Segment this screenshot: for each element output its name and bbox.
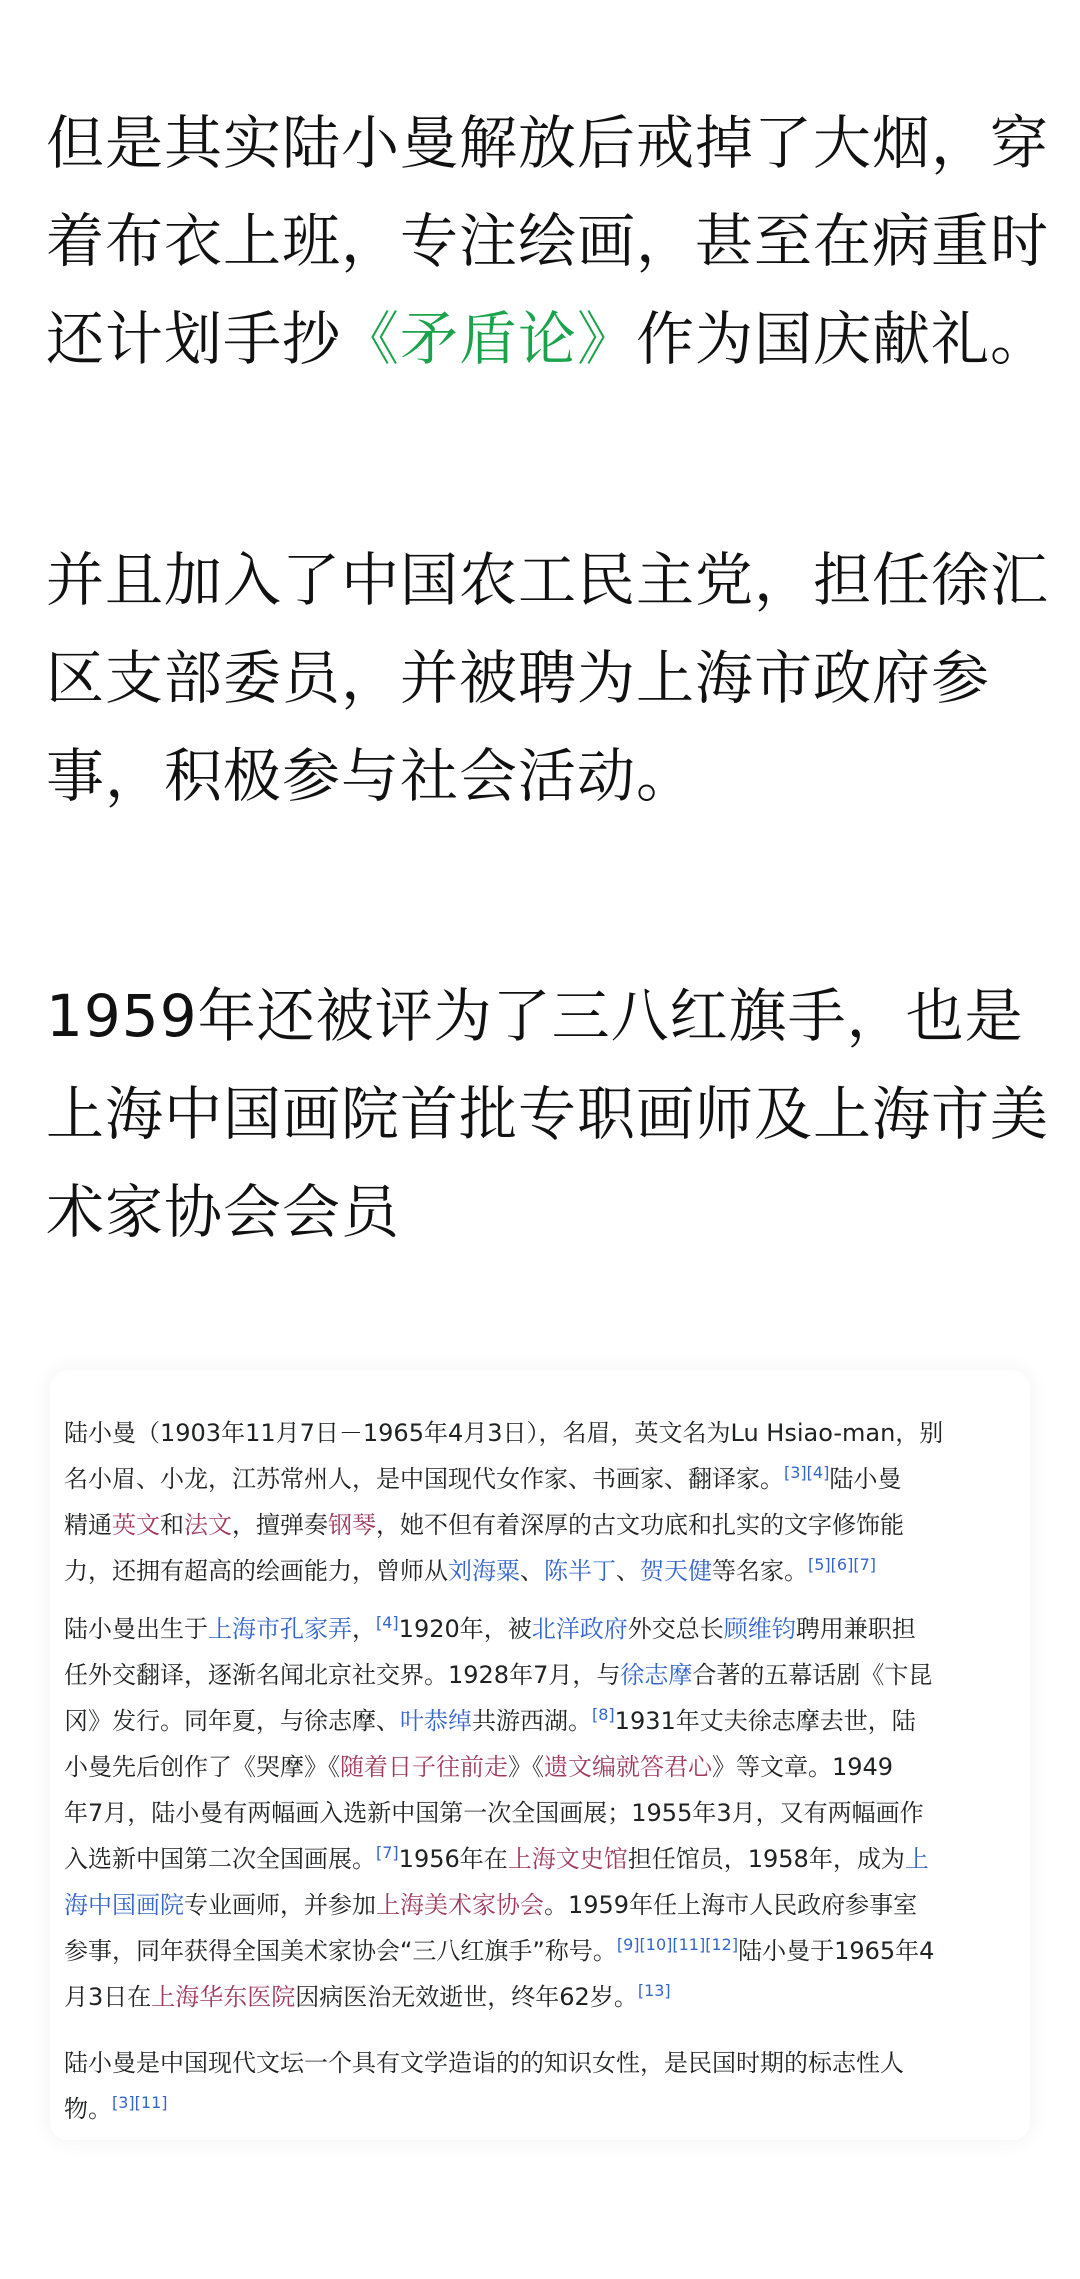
wiki-line: 陆小曼（1903年11月7日－1965年4月3日），名眉，英文名为Lu Hsiao-man，别 [64, 1419, 944, 1447]
citation-ref[interactable]: [7] [376, 1843, 399, 1862]
wiki-text: 1956年在 [398, 1845, 508, 1873]
wiki-text: 因病医治无效逝世，终年62岁。 [295, 1983, 638, 2011]
citation-ref[interactable]: [3][11] [112, 2093, 168, 2112]
wiki-link-ye-gongchuo[interactable]: 叶恭绰 [400, 1707, 472, 1735]
wiki-line [64, 1456, 1010, 1502]
wiki-line [64, 1974, 1010, 2020]
citation-ref[interactable]: [8] [592, 1705, 615, 1724]
citation-ref[interactable]: [3][4] [784, 1463, 830, 1482]
book-title-link[interactable]: 《矛盾论》 [341, 305, 637, 373]
wiki-line [64, 1548, 1010, 1594]
wiki-text: 月3日在 [64, 1983, 152, 2011]
wiki-link-he-tianjian[interactable]: 贺天健 [640, 1557, 712, 1585]
wiki-text: 合著的五幕话剧《卞昆 [692, 1661, 933, 1689]
intro-line: 着布衣上班，专注绘画，甚至在病重时 [46, 207, 1050, 275]
wiki-text: ，擅弹奏 [232, 1511, 328, 1539]
wiki-link-french[interactable]: 法文 [184, 1511, 232, 1539]
wiki-text: 力，还拥有超高的绘画能力，曾师从 [64, 1557, 448, 1585]
wiki-text: 》《 [508, 1753, 544, 1781]
intro-line: 上海中国画院首批专职画师及上海市美 [46, 1080, 1050, 1148]
intro-text: 还计划手抄 [46, 305, 342, 373]
wiki-text: 》等文章。1949 [712, 1753, 894, 1781]
wiki-line [64, 1502, 1010, 1548]
wiki-text: 。1959年任上海市人民政府参事室 [544, 1891, 918, 1919]
wiki-text: 冈》发行。同年夏，与徐志摩、 [64, 1707, 400, 1735]
wiki-link-painting-academy[interactable]: 上 [904, 1845, 929, 1873]
intro-line [46, 290, 1050, 388]
wiki-link-gu-weijun[interactable]: 顾维钧 [723, 1615, 796, 1643]
wiki-text: 专业画师，并参加 [184, 1891, 376, 1919]
wiki-text: 入选新中国第二次全国画展。 [64, 1845, 376, 1873]
wiki-text: 陆小曼 [829, 1465, 902, 1493]
wiki-text: 名小眉、小龙，江苏常州人，是中国现代女作家、书画家、翻译家。 [64, 1465, 784, 1493]
citation-ref[interactable]: [4] [376, 1613, 399, 1632]
intro-paragraph-3 [46, 967, 1050, 1261]
wiki-text: 陆小曼于1965年4 [738, 1937, 935, 1965]
intro-line: 1959年还被评为了三八红旗手，也是 [46, 982, 1024, 1050]
wiki-text: 、 [520, 1557, 544, 1585]
wiki-link-xu-zhimo[interactable]: 徐志摩 [620, 1661, 693, 1689]
wiki-text: 聘用兼职担 [795, 1615, 916, 1643]
wiki-line [64, 1652, 1010, 1698]
wiki-link-chen-banding[interactable]: 陈半丁 [544, 1557, 616, 1585]
wiki-line: 陆小曼是中国现代文坛一个具有文学造诣的的知识女性，是民国时期的标志性人 [64, 2049, 904, 2077]
wiki-text: ， [352, 1615, 376, 1643]
intro-line: 术家协会会员 [46, 1178, 401, 1246]
wiki-text: 、 [616, 1557, 640, 1585]
intro-paragraph-2 [46, 531, 1050, 825]
wiki-text: 参事，同年获得全国美术家协会“三八红旗手”称号。 [64, 1937, 617, 1965]
citation-ref[interactable]: [13] [637, 1981, 671, 2000]
wiki-text: 精通 [64, 1511, 112, 1539]
intro-text: 作为国庆献礼。 [636, 305, 1050, 373]
wiki-text: 小曼先后创作了《哭摩》《 [64, 1753, 340, 1781]
wiki-link-beiyang-government[interactable]: 北洋政府 [531, 1615, 628, 1643]
wiki-text: 1931年丈夫徐志摩去世，陆 [614, 1707, 916, 1735]
intro-paragraph-1 [46, 94, 1050, 388]
wiki-line [64, 1836, 1010, 1882]
intro-line: 并且加入了中国农工民主党，担任徐汇 [46, 546, 1050, 614]
citation-ref[interactable]: [9][10][11][12] [616, 1935, 739, 1954]
citation-ref[interactable]: [5][6][7] [808, 1555, 876, 1574]
intro-line: 事，积极参与社会活动。 [46, 742, 696, 810]
wiki-text: 担任馆员，1958年，成为 [627, 1845, 905, 1873]
wiki-line [64, 1606, 1010, 1652]
encyclopedia-paragraph-2 [64, 1606, 1010, 2020]
wiki-link-essay-1[interactable]: 随着日子往前走 [340, 1753, 508, 1781]
wiki-line [64, 2086, 1010, 2132]
wiki-link-piano[interactable]: 钢琴 [328, 1511, 376, 1539]
wiki-link-kongjianong[interactable]: 上海市孔家弄 [208, 1615, 352, 1643]
wiki-text: 1920年，被 [398, 1615, 532, 1643]
intro-line: 但是其实陆小曼解放后戒掉了大烟，穿 [46, 109, 1050, 177]
wiki-text: 共游西湖。 [472, 1707, 592, 1735]
wiki-text: 和 [160, 1511, 184, 1539]
wiki-link-painting-academy[interactable]: 海中国画院 [64, 1891, 184, 1919]
wiki-text: 外交总长 [627, 1615, 724, 1643]
intro-line: 区支部委员，并被聘为上海市政府参 [46, 644, 991, 712]
wiki-line [64, 1882, 1010, 1928]
wiki-line [64, 1698, 1010, 1744]
wiki-link-essay-2[interactable]: 遗文编就答君心 [544, 1753, 712, 1781]
wiki-link-english[interactable]: 英文 [112, 1511, 160, 1539]
wiki-link-huadong-hospital[interactable]: 上海华东医院 [151, 1983, 296, 2011]
wiki-text: 陆小曼出生于 [64, 1615, 208, 1643]
wiki-text: ，她不但有着深厚的古文功底和扎实的文字修饰能 [376, 1511, 904, 1539]
wiki-line: 年7月，陆小曼有两幅画入选新中国第一次全国画展；1955年3月，又有两幅画作 [64, 1799, 924, 1827]
wiki-line [64, 1928, 1010, 1974]
wiki-text: 等名家。 [712, 1557, 808, 1585]
wiki-text: 物。 [64, 2095, 112, 2123]
wiki-text: 任外交翻译，逐渐名闻北京社交界。1928年7月，与 [64, 1661, 621, 1689]
wiki-link-artists-association[interactable]: 上海美术家协会 [376, 1891, 544, 1919]
wiki-link-liu-haisu[interactable]: 刘海粟 [448, 1557, 520, 1585]
encyclopedia-paragraph-1 [64, 1410, 1010, 1594]
encyclopedia-paragraph-3 [64, 2040, 1010, 2132]
wiki-link-culture-history-museum[interactable]: 上海文史馆 [507, 1845, 628, 1873]
wiki-line [64, 1744, 1010, 1790]
